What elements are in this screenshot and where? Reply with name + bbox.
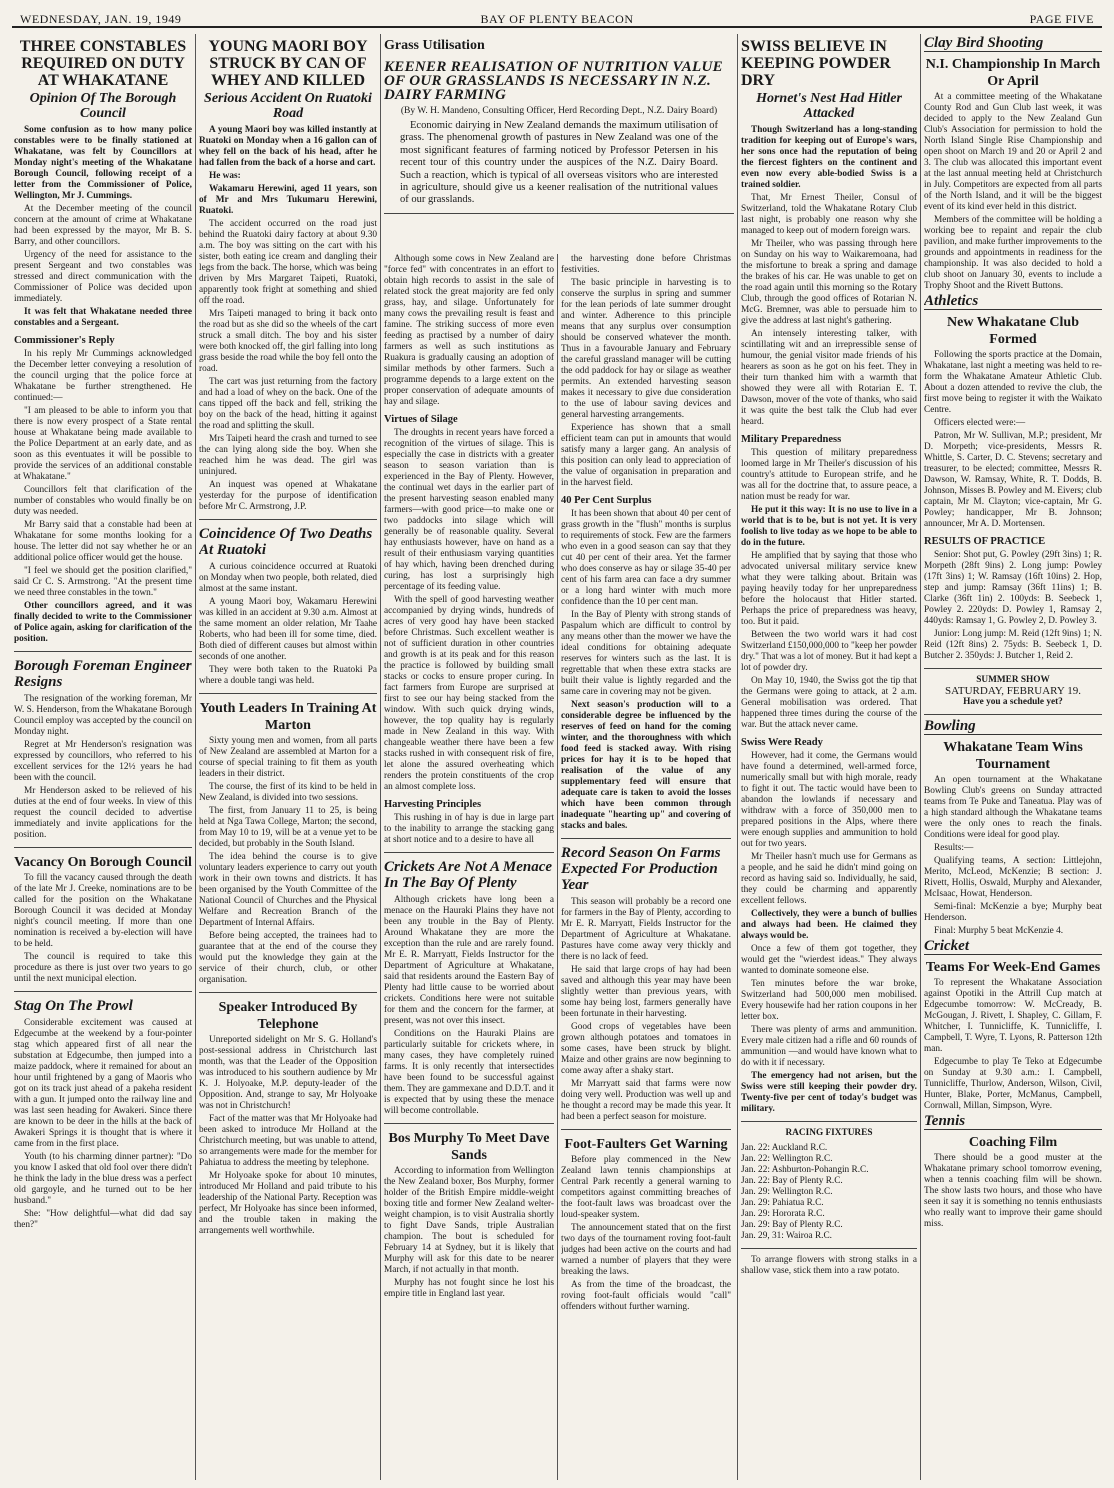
paragraph: Between the two world wars it had cost Switzerland £150,000,000 to "keep her powder dry." That was a lot of money. But it had kept a lot of powder dry. — [741, 630, 917, 673]
divider — [14, 651, 192, 652]
divider — [14, 847, 192, 848]
paragraph: In his reply Mr Cummings acknowledged the December letter conveying a resolution of the council urging that the police force at Whakatane be further strengthened. He continued:— — [14, 349, 192, 403]
subheading: Commissioner's Reply — [14, 335, 115, 346]
paragraph: The first, from January 11 to 25, is being held at Nga Tawa College, Marton; the second, from May 10 to 19, will be at a venue yet to be decided, but probably in the South Island. — [199, 806, 377, 849]
paragraph: Good crops of vegetables have been grown although potatoes and tomatoes in some cases, have been struck by blight. Maize and other grains are now beginning to come away after a shaky start. — [561, 1022, 731, 1076]
paragraph: He said that large crops of hay had been saved and although this year may have been slightly wetter than previous years, with some hay being lost, farmers generally have been fortunate in their harvesting. — [561, 965, 731, 1019]
paragraph: Considerable excitement was caused at Edgecumbe at the weekend by a four-pointer stag which appeared first of all near the substation at Edgecumbe, then jumped into a maize paddock, where it remained for about an hour until frightened by a gang of Maoris who got on its track just ahead of a pakeha resident with a gun. It jumped onto the railway line and was last seen heading for Awakeri. Since there are known to be deer in the hills at the back of Awakeri Springs it is thought that is where it came from in the first place. — [14, 1018, 192, 1149]
paragraph: Unreported sidelight on Mr S. G. Holland's post-sessional address in Christchurch last month, was that the Leader of the Opposition was introduced to his southern audience by Mr K. J. Holyoake, M.P. deputy-leader of the Opposition. And, strange to say, Mr Holyoake was not in Christchurch! — [199, 1035, 377, 1111]
headline-youth-leaders: Youth Leaders In Training At Marton — [199, 701, 377, 733]
subheading: Military Preparedness — [741, 434, 842, 445]
paragraph: An inquest was opened at Whakatane yesterday for the purpose of identification before Mr C. Armstrong, J.P. — [199, 480, 377, 512]
headline-vacancy: Vacancy On Borough Council — [14, 855, 192, 870]
paragraph: Officers elected were:— — [934, 418, 1026, 428]
paragraph: However, had it come, the Germans would have found a determined, well-armed force, numerically small but with high morale, ready to fight it out. The tactic would have been to abandon the lowlands if necessary and withdraw with a force of 350,000 men to prepared positions in the Alps, where there were enough supplies and ammunition to hold out for two years. — [741, 751, 917, 849]
paragraph: This season will probably be a record one for farmers in the Bay of Plenty, according to Mr E. R. Marryatt, Fields Instructor for the Department of Agriculture at Whakatane. Pastures have come away very thickly and there is no lack of feed. — [561, 897, 731, 962]
paragraph: Murphy has not fought since he lost his empire title in England last year. — [384, 1278, 554, 1299]
paragraph: Members of the committee will be holding a working bee to repaint and repair the club pavilion, and make further improvements to the grounds and appointments in readiness for the championship. It was also decided to hold a club shoot on January 30, events to include a Trophy Shoot and the Rivett Buttons. — [924, 215, 1102, 291]
paragraph: The emergency had not arisen, but the Swiss were still keeping their powder dry. Twenty-five per cent of today's budget was military. — [741, 1071, 917, 1114]
headline-stag: Stag On The Prowl — [14, 998, 133, 1014]
paragraph: Mr Henderson asked to be relieved of his duties at the end of four weeks. In view of this request the council decided to advertise immediately and invite applications for the position. — [14, 786, 192, 840]
masthead — [12, 6, 1102, 28]
paragraph: Mr Theiler hasn't much use for Germans as a people, and he said he didn't mind going on record as having said so. Individually, he said, they could be charming and apparently excellent fellows. — [741, 852, 917, 906]
paragraph: Final: Murphy 5 beat McKenzie 4. — [934, 926, 1064, 936]
paragraph: To arrange flowers with strong stalks in a shallow vase, stick them into a raw potato. — [741, 1255, 917, 1276]
paragraph: There was plenty of arms and ammunition. Every male citizen had a rifle and 60 rounds of ammunition —and would have known what to do with it if necessary. — [741, 1025, 917, 1068]
paragraph: Councillors felt that clarification of the number of constables who would finally be on duty was needed. — [14, 485, 192, 517]
paragraph: A young Maori boy, Wakamaru Herewini was killed in an accident at 9.30 a.m. Almost at the same moment an older relation, Mr Taahe Roberts, who had been ill for some time, died. Both died of different causes but almost within seconds of one another. — [199, 597, 377, 662]
paragraph: The basic principle in harvesting is to conserve the surplus in spring and summer for the lean periods of late summer drought and winter. Adherence to this principle means that any surplus over consumption should be conserved whatever the month. Thus in a favourable January and February the careful grassland manager will be cutting the odd paddock for hay or silage as weather permits. An extended harvesting season makes it necessary to give due consideration to the use of labour saving devices and general harvesting arrangements. — [561, 278, 731, 420]
paragraph: It has been shown that about 40 per cent of grass growth in the "flush" months is surplus to requirements of stock. Few are the farmers who even in a good season can say that they cut 40 per cent of their area. Yet the farmer who does conserve as hay or silage 35-40 per cent of his farm area can face a dry summer or a long hard winter with much more confidence than the 10 per cent man. — [561, 509, 731, 607]
lead-paragraph: A young Maori boy was killed instantly at Ruatoki on Monday when a 16 gallon can of whey fell on the back of his head, after he had fallen from the back of a horse and cart. — [199, 125, 377, 168]
racing-fixtures-list — [741, 1143, 917, 1242]
paragraph: This question of military preparedness loomed large in Mr Theiler's discussion of his country's attitude to European strife, and he was all for the doctrine that, to assure peace, a nation must be ready for war. — [741, 448, 917, 502]
paragraph: Fact of the matter was that Mr Holyoake had been asked to introduce Mr Holland at the Christchurch meeting, but was unable to attend, so arrangements were made for the member for Pahiatua to address the meeting by telephone. — [199, 1114, 377, 1168]
paragraph: She: "How delightful—what did dad say then?" — [14, 1209, 192, 1230]
paragraph: He amplified that by saying that those who advocated universal military service knew what they were talking about. Britain was paying heavily today for her unpreparedness before the holocaust that Hitler started. Perhaps the price of preparedness was heavy, too. But it paid. — [741, 551, 917, 627]
paragraph: Next season's production will to a considerable degree be influenced by the reserves of feed on hand for the coming winter, and the thoroughness with which food feed is stacked away. With rising prices for hay it is to be hoped that realisation of the value of any supplementary feed will ensure that adequate care is taken to avoid the losses which have been common through inadequate "hearting up" and covering of stacks and bales. — [561, 700, 731, 831]
paragraph: That, Mr Ernest Theiler, Consul of Switzerland, told the Whakatane Rotary Club last night, is probably one reason why she managed to keep out of modern foreign wars. — [741, 193, 917, 236]
paragraph: With the spell of good harvesting weather accompanied by drying winds, hundreds of acres of very good hay have been stacked before Christmas. Such excellent weather is not of sufficient duration in other countries and growth is at its peak and for this reason the practice is followed by building small stacks or cocks to ensure proper curing. In fact farmers from Europe are surprised at first to see our hay being stacked from the window. With such quick drying winds, however, the top quality hay is regularly made in New Zealand in this way. With changeable weather there have been a few stacks rushed in with consequent risk of fire, let alone the assured overheating which renders the protein constituents of the crop an almost complete loss. — [384, 595, 554, 792]
paragraph: They were both taken to the Ruatoki Pa where a double tangi was held. — [199, 665, 377, 686]
column-rule — [920, 34, 921, 1480]
list-item: Jan. 22: Auckland R.C. — [741, 1143, 828, 1153]
paragraph: This rushing in of hay is due in large part to the inability to arrange the stacking gang at short notice and to a desire to have all — [384, 813, 554, 845]
paragraph: Mr Marryatt said that farms were now doing very well. Production was well up and he thought a record may be made this year. It had been a perfect season for moisture. — [561, 1079, 731, 1122]
racing-fixtures-title: RACING FIXTURES — [785, 1128, 873, 1138]
divider — [199, 693, 377, 694]
paragraph: As from the time of the broadcast, the roving foot-fault officials would "call" offenders without further warning. — [561, 1280, 731, 1312]
headline-ni-championship: N.I. Championship In March Or April — [925, 57, 1101, 89]
paragraph: The cart was just returning from the factory and had a load of whey on the back. One of the cans tipped off the back and fell, striking the boy on the back of the head, hitting it against the road and splitting the skull. — [199, 377, 377, 431]
paragraph: the harvesting done before Christmas festivities. — [561, 254, 731, 275]
paragraph: An intensely interesting talker, with scintillating wit and an irrepressible sense of humour, the genial visitor made friends of his hearers as soon as he got on his feet. They in their turn thanked him with a warmth that showed they were all with Rotarian E. T. Dawson, mover of the vote of thanks, who said it was quite the best talk the Club had ever heard. — [741, 329, 917, 427]
paragraph: The resignation of the working foreman, Mr W. S. Henderson, from the Whakatane Borough Council employ was accepted by the council on Monday night. — [14, 694, 192, 737]
lead-paragraph: Some confusion as to how many police constables were to be finally stationed at Whakatane, was felt by Councillors at Monday night's meeting of the Whakatane Borough Council, following receipt of a letter from the Commissioner of Police, Wellington, Mr J. Cummings. — [14, 125, 192, 201]
column-rule — [380, 34, 381, 1480]
paragraph: To represent the Whakatane Association against Opotiki in the Attrill Cup match at Edgecumbe tomorrow: W. McCready, B. McGougan, J. Rivett, I. Shapley, C. Gillam, F. Whitcher, I. Tunnicliffe, K. Tunnicliffe, I. Campbell, T. Wyre, T. Lyons, R. Patterson 12th man. — [924, 978, 1102, 1054]
paragraph: It was felt that Whakatane needed three constables and a Sergeant. — [14, 307, 192, 328]
lead-paragraph: Economic dairying in New Zealand demands the maximum utilisation of grass. The phenomenal growth of pastures in New Zealand was one of the most significant features of farming noticed by Professor Petersen in his recent tour of this country under the auspices of the N.Z. Dairy Board. Such a reaction, which is typical of all overseas visitors who are interested in agriculture, should give us a keener realisation of the nutritional values of our grasslands. — [400, 120, 718, 206]
subheading: Virtues of Silage — [384, 414, 458, 425]
paragraph: On May 10, 1940, the Swiss got the tip that the Germans were going to attack, at 2 a.m. General mobilisation was ordered. That happened three times during the course of the war. But the attack never came. — [741, 676, 917, 730]
lead-paragraph: Though Switzerland has a long-standing tradition for keeping out of Europe's wars, her sons once had the reputation of being the fiercest fighters on the continent and even now every able-bodied Swiss is a trained soldier. — [741, 125, 917, 190]
paragraph: Following the sports practice at the Domain, Whakatane, last night a meeting was held to re-form the Whakatane Amateur Athletic Club. About a dozen attended to revive the club, the first move being to register it with the Waikato Centre. — [924, 350, 1102, 415]
paragraph: He put it this way: It is no use to live in a world that is to be, but is not yet. It is very foolish to live today as we hope to be able to do in the future. — [741, 505, 917, 548]
paragraph: At the December meeting of the council concern at the amount of crime at Whakatane had been expressed by the mayor, Mr B. S. Barry, and other councillors. — [14, 204, 192, 247]
paragraph: The course, the first of its kind to be held in New Zealand, is divided into two sessions. — [199, 782, 377, 803]
paragraph: According to information from Wellington the New Zealand boxer, Bos Murphy, former holder of the British Empire middle-weight boxing title and former New Zealand welter-weight champion, is to visit Australia shortly to fight Dave Sands, triple Australian champion. The bout is scheduled for February 14 at Sydney, but it is likely that Murphy will ask for this date to be nearer March, if not actually in that month. — [384, 1166, 554, 1275]
paragraph: Although some cows in New Zealand are "force fed" with concentrates in an effort to obtain high records to assist in the sale of related stock the great majority are fed only grass, hay, and silage. Unfortunately for many cows the prevailing result is feast and famine. The striking success of more even feeding as practised by a number of dairy farmers as well as such institutions as Ruakura is gradually causing an adoption of similar methods by other farmers. Such a programme depends to a large extent on the proper conservation of adequate amounts of hay and silage. — [384, 254, 554, 407]
headline-foot-faulters: Foot-Faulters Get Warning — [564, 1137, 728, 1152]
divider — [741, 1248, 917, 1249]
ad-title: SUMMER SHOW — [976, 675, 1050, 685]
paragraph: Regret at Mr Henderson's resignation was expressed by councillors, who referred to his excellent services for the 12½ years he had been with the council. — [14, 740, 192, 783]
headline-bos-murphy: Bos Murphy To Meet Dave Sands — [388, 1131, 550, 1163]
byline: (By W. H. Mandeno, Consulting Officer, Herd Recording Dept., N.Z. Dairy Board) — [400, 106, 718, 116]
paragraph: Sixty young men and women, from all parts of New Zealand are assembled at Marton for a course of special training to fit them as youth leaders in their district. — [199, 736, 377, 779]
subheading: Swiss Were Ready — [741, 737, 823, 748]
ad-tagline: Have you a schedule yet? — [963, 697, 1063, 707]
headline-foreman: Borough Foreman Engineer Resigns — [14, 658, 192, 690]
list-item: Jan. 29, 31: Wairoa R.C. — [741, 1231, 833, 1241]
paper-title: BAY OF PLENTY BEACON — [480, 12, 634, 26]
section-tennis: Tennis — [924, 1116, 1102, 1130]
subheading: Harvesting Principles — [384, 799, 482, 810]
paragraph: Results:— — [934, 843, 974, 853]
paragraph: An open tournament at the Whakatane Bowling Club's greens on Sunday attracted teams from Te Puke and Taneatua. Play was of a high standard although the Whakatane teams were the only ones to reach the finals. Conditions were ideal for good play. — [924, 775, 1102, 840]
paragraph: Mrs Taipeti managed to bring it back onto the road but as she did so the wheels of the cart struck a small ditch. The boy and his sister were both knocked off, the girl falling into long grass beside the road while the boy fell onto the road. — [199, 309, 377, 374]
paragraph: Urgency of the need for assistance to the present Sergeant and two constables was stressed and direct communication with the Commissioner of Police was decided upon immediately. — [14, 250, 192, 304]
divider — [924, 668, 1102, 669]
column-5 — [741, 34, 917, 1480]
paragraph: Before being accepted, the trainees had to guarantee that at the end of the course they would put the knowledge they gain at the service of their church, club, or other organisation. — [199, 931, 377, 985]
subheading: 40 Per Cent Surplus — [561, 495, 652, 506]
paragraph: At a committee meeting of the Whakatane County Rod and Gun Club last week, it was decided to apply to the New Zealand Gun Club's Association for permission to hold the North Island Single Rise Championship and open shoot on March 19 and 20 or April 2 and 3. The club was allocated this important event at the last annual meeting held at Christchurch in July. Competitors are expected from all parts of the North Island, and it will be the biggest event of its kind ever held in this district. — [924, 92, 1102, 212]
paragraph: Senior: Shot put, G. Powley (29ft 3ins) 1; R. Morpeth (28ft 9ins) 2. Long jump: Powley (17ft 3ins) 1; W. Ramsay (16ft 10ins) 2. Hop, step and jump: Ramsay (36ft 11ins) 1; B. Clarke (36ft 1in) 2. 100yds: B. Seebeck 1, Powley 2. 220yds: D. Powley 1, Ramsay 2, 440yds: Ramsay 1, G. Powley 2, D. Powley 3. — [924, 550, 1102, 626]
section-athletics: Athletics — [924, 296, 1102, 310]
list-item: Jan. 29: Hororata R.C. — [741, 1209, 825, 1219]
column-rule — [195, 34, 196, 1480]
paragraph: Qualifying teams, A section: Littlejohn, Merito, McLeod, McKenzie; B section: J. Rivett, Hollis, Oswald, Murphy and Alexander, McIsaac, Howat, Henderson. — [924, 856, 1102, 899]
kicker: Grass Utilisation — [384, 38, 485, 53]
list-item: Jan. 22: Wellington R.C. — [741, 1154, 833, 1164]
issue-date: WEDNESDAY, JAN. 19, 1949 — [20, 12, 182, 26]
paragraph: To fill the vacancy caused through the death of the late Mr J. Creeke, nominations are to be called for the position on the Whakatane Borough Council it was decided at Monday night's council meeting. If more than one nomination is received a by-election will have to be held. — [14, 873, 192, 949]
list-item: Jan. 29: Bay of Plenty R.C. — [741, 1220, 843, 1230]
headline-cricket: Teams For Week-End Games — [925, 960, 1101, 975]
divider — [561, 838, 731, 839]
divider — [199, 992, 377, 993]
paragraph: Conditions on the Hauraki Plains are particularly suitable for crickets where, in many cases, they have completely ruined farms. It is only recently that intersectides have been found to be successful against them. They are gammexane and D.D.T. and it is expected that by using these the menace will become controllable. — [384, 1029, 554, 1116]
divider — [14, 991, 192, 992]
ad-date: SATURDAY, FEBRUARY 19. — [945, 685, 1081, 697]
headline-crickets: Crickets Are Not A Menace In The Bay Of Plenty — [384, 859, 553, 891]
paragraph: Youth (to his charming dinner partner): "Do you know I asked that old fool over there didn't he think the lady in the blue dress was a perfect old gargoyle, and he turned out to be her husband." — [14, 1152, 192, 1206]
column-3 — [384, 254, 554, 1480]
divider — [924, 714, 1102, 715]
headline-grass: KEENER REALISATION OF NUTRITION VALUE OF OUR GRASSLANDS IS NECESSARY IN N.Z. DAIRY FARMING — [384, 59, 723, 103]
headline-telephone: Speaker Introduced By Telephone — [218, 1000, 358, 1032]
subheading: RESULTS OF PRACTICE — [924, 536, 1046, 547]
divider — [741, 1121, 917, 1122]
paragraph: Once a few of them got together, they would get the "wierdest ideas." They always wanted to dominate someone else. — [741, 944, 917, 976]
grass-article — [384, 34, 734, 214]
paragraph: Collectively, they were a bunch of bullies and always had been. He claimed they always would be. — [741, 909, 917, 941]
paragraph: The announcement stated that on the first two days of the tournament roving foot-fault judges had been active on the courts and had warned a number of players that they were breaking the laws. — [561, 1223, 731, 1277]
paragraph: The council is required to take this procedure as there is just over two years to go until the next municipal election. — [14, 952, 192, 984]
paragraph: The droughts in recent years have forced a recognition of the virtues of silage. This is especially the case in districts with a greater season to season variation than is experienced in the Bay of Plenty. However, the continual wet days in the earlier part of the present harvesting season enabled many farmers—with good price—to make one or two paddocks into silage which will generally be of reasonable quality. Several hay enthusiasts however, have on hand as a result of their enthusiasm varying quantities of hay which, having been drenched during curing, has lost a surprisingly high percentage of its feeding value. — [384, 428, 554, 592]
subhead-maori-boy: Serious Accident On Ruatoki Road — [204, 91, 372, 121]
paragraph: The accident occurred on the road just behind the Ruatoki dairy factory at about 9.30 a.m. The boy was sitting on the cart with his sister, both eating ice cream and dangling their legs from the back. The horse, which was being driven by Mrs Margaret Taipeti, Ruatoki, apparently took fright at something and shied off the road. — [199, 219, 377, 306]
divider — [384, 1123, 554, 1124]
subhead-constables: Opinion Of The Borough Council — [29, 91, 177, 121]
paragraph: He was: — [209, 171, 241, 181]
column-6 — [924, 34, 1102, 1480]
paragraph: Mr Barry said that a constable had been at Whakatane for some months looking for a house. The letter did not say whether he or an additional police officer would get the house. — [14, 520, 192, 563]
headline-athletic-club: New Whakatane Club Formed — [947, 315, 1079, 347]
paragraph: "I feel we should get the position clarified," said Cr C. S. Armstrong. "At the present time we need three constables in the town." — [14, 566, 192, 598]
paragraph: Ten minutes before the war broke, Switzerland had 500,000 men mobilised. Every housewife had her ration coupons in her letter box. — [741, 979, 917, 1022]
paragraph: Other councillors agreed, and it was finally decided to write to the Commissioner of Police again, asking for clarification of the position. — [14, 601, 192, 644]
paragraph: Mrs Taipeti heard the crash and turned to see the can lying along side the boy. When she reached him he was dead. The girl was uninjured. — [199, 434, 377, 477]
paragraph: There should be a good muster at the Whakatane primary school tomorrow evening, when a tennis coaching film will be shown. The show lasts two hours, and those who have seen it say it is something no tennis enthusiasts who really want to improve their game should miss. — [924, 1153, 1102, 1229]
paragraph: Semi-final: McKenzie a bye; Murphy beat Henderson. — [924, 902, 1102, 923]
list-item: Jan. 22: Ashburton-Pohangin R.C. — [741, 1165, 869, 1175]
paragraph: A curious coincidence occurred at Ruatoki on Monday when two people, both related, died almost at the same instant. — [199, 562, 377, 594]
column-rule — [737, 34, 738, 1480]
section-clay-bird: Clay Bird Shooting — [924, 38, 1102, 52]
list-item: Jan. 22: Bay of Plenty R.C. — [741, 1176, 843, 1186]
headline-record-season: Record Season On Farms Expected For Production Year — [561, 845, 721, 893]
page-number: PAGE FIVE — [1029, 12, 1094, 26]
divider — [561, 1129, 731, 1130]
paragraph: Edgecumbe to play Te Teko at Edgecumbe on Sunday at 9.30 a.m.: I. Campbell, Tunnicliffe, Thurlow, Anderson, Wilson, Civil, Hunter, Blake, Porter, McManus, Campbell, Cornwall, Millan, Simpson, Wyre. — [924, 1057, 1102, 1111]
paragraph: Before play commenced in the New Zealand lawn tennis championships at Central Park recently a general warning to competitors against committing breaches of the foot-fault laws was broadcast over the loud-speaker system. — [561, 1155, 731, 1220]
paragraph: Wakamaru Herewini, aged 11 years, son of Mr and Mrs Tukumaru Herewini, Ruatoki. — [199, 184, 377, 216]
paragraph: Junior: Long jump: M. Reid (12ft 9ins) 1; N. Reid (12ft 8ins) 2. 75yds: B. Seebeck 1, D. Butcher 2. 350yds: J. Butcher 1, Reid 2. — [924, 629, 1102, 661]
section-cricket: Cricket — [924, 941, 1102, 955]
paragraph: Patron, Mr W. Sullivan, M.P.; president, Mr D. Morpeth; vice-presidents, Messrs R. Whittle, S. Carter, D. C. Stevens; secretary and treasurer, to be elected; committee, Messrs R. Dawson, W. Ramsay, White, R. T. Dodds, B. Johnson, Misses B. Powley and M. Eivers; club captain, Mr M. Clayton; vice-captain, Mr G. Powley; handicapper, Mr B. Johnson; announcer, Mr A. D. Mortensen. — [924, 431, 1102, 529]
paragraph: "I am pleased to be able to inform you that there is now every prospect of a State rental house at Whakatane being made available to the Police Department at an early date, and as soon as this eventuates it will be possible to provide the services of an additional constable at Whakatane." — [14, 406, 192, 482]
paragraph: Experience has shown that a small efficient team can put in amounts that would satisfy many a larger gang. An analysis of this position can only lead to appreciation of the value of organisation in preparation and in the harvest field. — [561, 423, 731, 488]
paragraph: Mr Holyoake spoke for about 10 minutes, introduced Mr Holland and paid tribute to his leadership of the National Party. Reception was perfect, Mr Holyoake has since been informed, and the trouble taken in making the arrangements well worthwhile. — [199, 1171, 377, 1236]
paragraph: The idea behind the course is to give voluntary leaders experience to carry out youth work in their own towns and districts. It has been organised by the Youth Committee of the National Council of Churches and the Physical Welfare and Recreation Branch of the Department of Internal Affairs. — [199, 852, 377, 928]
headline-tennis: Coaching Film — [968, 1135, 1058, 1150]
paragraph: Mr Theiler, who was passing through here on Sunday on his way to Waikaremoana, had the misfortune to break a spring and damage the brakes of his car. He was unable to get on the road again until this morning so the Rotary Club, through the good offices of Rotarian N. McG. Bremner, was able to persuade him to give the address at last night's gathering. — [741, 239, 917, 326]
headline-coincidence: Coincidence Of Two Deaths At Ruatoki — [199, 526, 373, 558]
column-4 — [561, 254, 731, 1480]
column-2 — [199, 34, 377, 1480]
list-item: Jan. 29: Wellington R.C. — [741, 1187, 833, 1197]
subhead-swiss: Hornet's Nest Had Hitler Attacked — [756, 91, 902, 121]
headline-maori-boy: YOUNG MAORI BOY STRUCK BY CAN OF WHEY AND KILLED — [208, 38, 368, 89]
headline-constables: THREE CONSTABLES REQUIRED ON DUTY AT WHAKATANE — [19, 38, 187, 89]
column-rule — [557, 254, 558, 1480]
headline-swiss: SWISS BELIEVE IN KEEPING POWDER DRY — [741, 38, 891, 89]
summer-show-ad — [924, 675, 1102, 708]
divider — [384, 852, 554, 853]
section-bowling: Bowling — [924, 721, 1102, 735]
headline-bowling: Whakatane Team Wins Tournament — [943, 740, 1083, 772]
column-1 — [14, 34, 192, 1480]
paragraph: In the Bay of Plenty with strong stands of Paspalum which are difficult to control by any means other than the mower we have the ideal conditions for obtaining adequate reserves for winters such as the last. It is regrettable that when these extra stacks are built their value is lightly regarded and the same care in covering may not be given. — [561, 610, 731, 697]
divider — [199, 519, 377, 520]
paragraph: Although crickets have long been a menace on the Hauraki Plains they have not been any trouble in the Bay of Plenty. Around Whakatane they are more the exception than the rule and are rarely found. Mr E. R. Marryatt, Fields Instructor for the Department of Agriculture at Whakatane, said that residents around the Eastern Bay of Plenty had little cause to be worried about crickets. Conditions here were not suitable for them and the concern for the farmer, at present, was not over this insect. — [384, 895, 554, 1026]
list-item: Jan. 29: Pahiatua R.C. — [741, 1198, 824, 1208]
